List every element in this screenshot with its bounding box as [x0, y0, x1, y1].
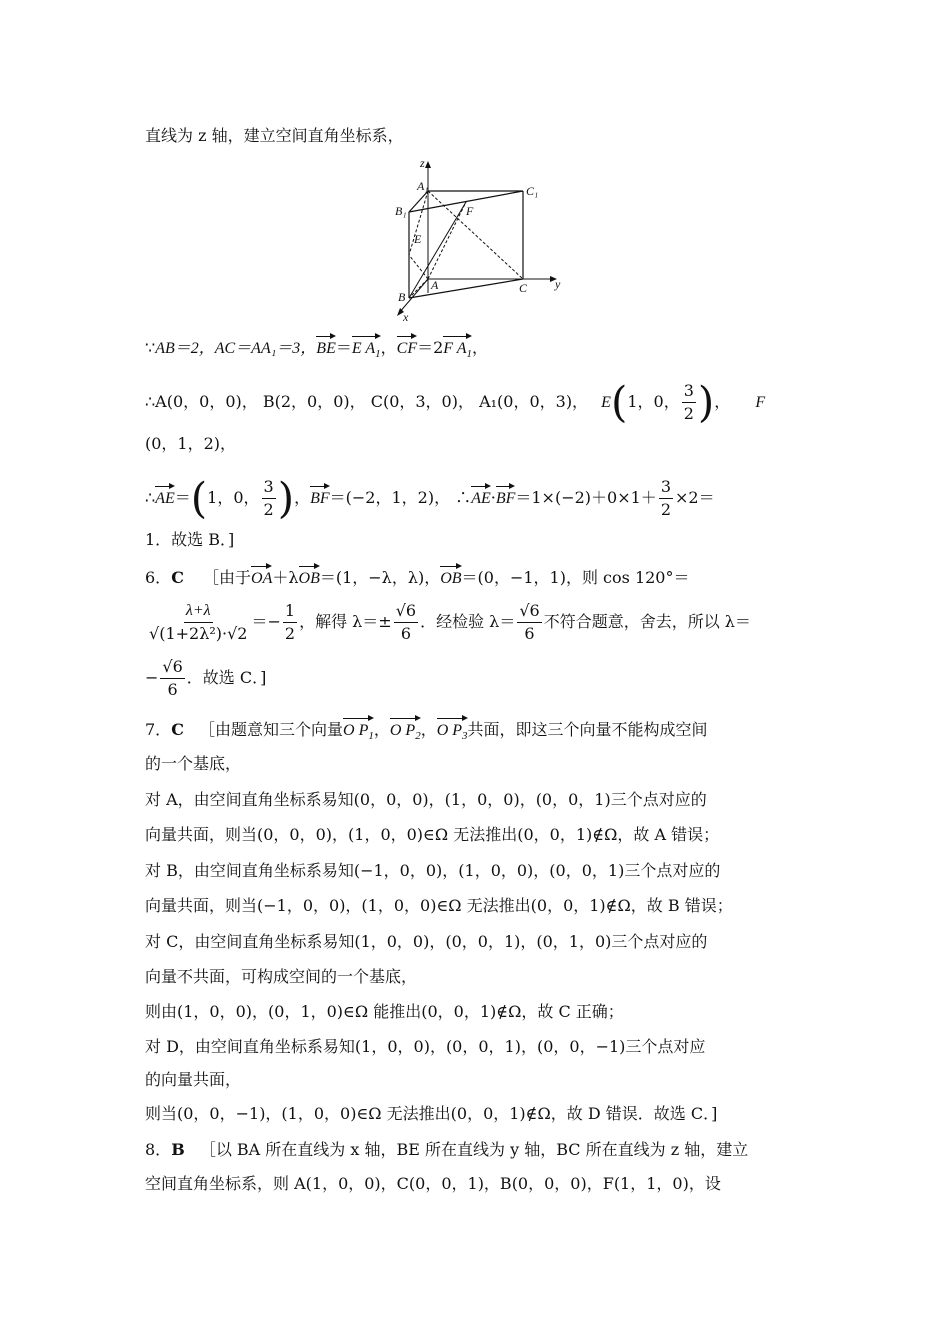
text-line-given: ∵AB＝2，AC＝AA₁＝3，BE＝E $A_1$，CF＝2F $A_1$，: [145, 336, 488, 366]
q7-line-6: 向量共面，则当(−1，0，0)，(1，0，0)∈Ω 无法推出(0，0，1)∉Ω，故 B 错误；: [145, 896, 733, 915]
q7-line-8: 向量不共面，可构成空间的一个基底，: [145, 967, 418, 986]
label-x: x: [403, 310, 409, 324]
label-z: z: [420, 156, 425, 170]
q7-line-12: 则当(0，0，−1)，(1，0，0)∈Ω 无法推出(0，0，1)∉Ω，故 D 错误．故选 C．]: [145, 1104, 718, 1123]
q7-line-11: 的向量共面，: [145, 1070, 242, 1089]
label-C1: C₁: [526, 184, 539, 198]
label-B: B: [398, 290, 406, 304]
q6-line-3: − $\frac{√6}{6}$ ．故选 C．]: [145, 657, 267, 699]
label-y: y: [555, 277, 561, 291]
q7-line-3: 对 A，由空间直角坐标系易知(0，0，0)，(1，0，0)，(0，0，1)三个点对应的: [145, 790, 707, 809]
text-line-f-coord: (0，1，2)，: [145, 434, 237, 453]
q7-line-10: 对 D，由空间直角坐标系易知(1，0，0)，(0，0，1)，(0，0，−1)三个点对应: [145, 1037, 706, 1056]
label-B1: B₁: [395, 204, 407, 218]
q7-line-7: 对 C，由空间直角坐标系易知(1，0，0)，(0，0，1)，(0，1，0)三个点对应的: [145, 932, 708, 951]
q7-line-9: 则由(1，0，0)，(0，1，0)∈Ω 能推出(0，0，1)∉Ω，故 C 正确；: [145, 1002, 624, 1021]
q7-line-5: 对 B，由空间直角坐标系易知(−1，0，0)，(1，0，0)，(0，0，1)三个点对应的: [145, 861, 721, 880]
text-line-dot: ∴AE＝(1，0， $\frac{3}{2}$ )，BF＝(−2，1，2)， ∴AE·BF＝1×(−2)＋0×1＋ $\frac{3}{2}$ ×2＝: [145, 473, 715, 523]
q8-line-2: 空间直角坐标系，则 A(1，0，0)，C(0，0，1)，B(0，0，0)，F(1，1，0)，设: [145, 1174, 721, 1193]
label-C: C: [519, 281, 528, 295]
q7-line-2: 的一个基底，: [145, 754, 242, 773]
q7-line-1: 7．C ［由题意知三个向量O $P_1$，O $P_2$，O $P_3$共面，即这三个向量不能构成空间: [145, 718, 708, 748]
text-line-end-b: 1．故选 B．]: [145, 530, 235, 549]
text-line-1: 直线为 z 轴，建立空间直角坐标系，: [145, 126, 404, 145]
label-E: E: [414, 232, 422, 246]
q7-line-4: 向量共面，则当(0，0，0)，(1，0，0)∈Ω 无法推出(0，0，1)∉Ω，故 A 错误；: [145, 825, 720, 844]
label-F: F: [466, 204, 474, 218]
prism-figure: [395, 155, 570, 325]
label-A1: A₁: [417, 179, 429, 193]
label-A: A: [431, 278, 439, 292]
q8-line-1: 8．B ［以 BA 所在直线为 x 轴，BE 所在直线为 y 轴，BC 所在直线为 z 轴，建立: [145, 1140, 749, 1159]
q6-line-1: 6．C ［由于OA＋λOB＝(1，−λ，λ)，OB＝(0，−1，1)，则 cos 120°＝: [145, 566, 689, 591]
q6-line-2: $\frac{\lambda+\lambda}{\text{√(1+2λ²)·√2}}$ ＝− $\frac{1}{2}$ ，解得 λ＝± $\frac{√6}{6}$ ．经检验 λ＝ $\frac{√6}{6}$ 不符合题意，舍去，所以 λ＝: [149, 601, 751, 643]
text-line-coords: ∴A(0，0，0)， B(2，0，0)， C(0，3，0)， A₁(0，0，3)， E(1，0， $\frac{3}{2}$ )， F: [145, 377, 766, 427]
z-axis-arrow: [425, 161, 431, 168]
